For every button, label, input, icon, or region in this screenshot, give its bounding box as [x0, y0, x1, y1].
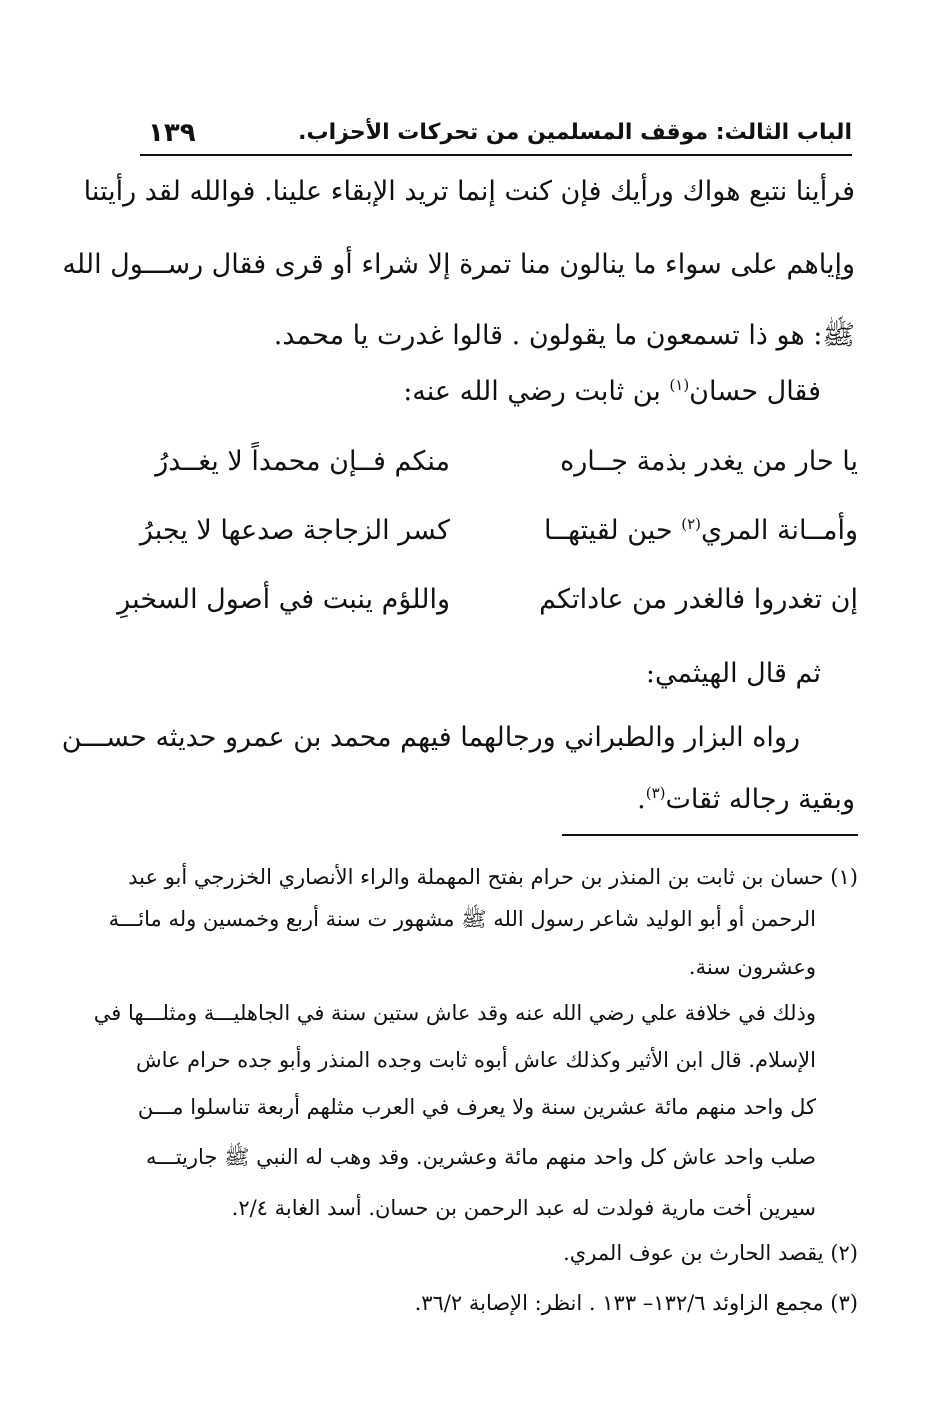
footnote-ref-3: (٣)	[645, 784, 666, 802]
narration-line-2	[140, 780, 855, 820]
narration-line-1: رواه البزار والطبراني ورجالهما فيهم محمد بن عمرو حديثه حســـن	[61, 722, 800, 753]
narration-end: .	[637, 784, 646, 815]
footnote-divider	[562, 834, 858, 836]
footnote-1-line-4: وذلك في خلافة علي رضي الله عنه وقد عاش ستين سنة في الجاهليـــة ومثلـــها في	[93, 1001, 816, 1025]
verse-1-second-half: منكم فــإن محمداً لا يغــدرُ	[155, 446, 450, 477]
verse-2-second-half: كسر الزجاجة صدعها لا يجبرُ	[139, 515, 450, 546]
footnote-1-line-1: (١) حسان بن ثابت بن المنذر بن حرام بفتح المهملة والراء الأنصاري الخزرجي أبو عبد	[128, 865, 858, 889]
chapter-title: الباب الثالث: موقف المسلمين من تحركات الأحزاب.	[298, 120, 852, 145]
footnote-1-line-5: الإسلام. قال ابن الأثير وكذلك عاش أبوه ثابت وجده المنذر وأبو جده حرام عاش	[135, 1048, 816, 1072]
footnote-1-line-8: سيرين أخت مارية فولدت له عبد الرحمن بن حسان. أسد الغابة ٢/٤.	[231, 1196, 816, 1220]
body-line-2: وإياهم على سواء ما ينالون منا تمرة إلا شراء أو قرى فقال رســـول الله	[62, 249, 855, 280]
verse-2-text: وأمــانة المري	[701, 515, 858, 546]
verse-3-first-half: إن تغدروا فالغدر من عاداتكم	[539, 584, 858, 615]
page-header	[140, 118, 852, 156]
poem-intro	[221, 372, 821, 412]
verse-3-second-half: واللؤم ينبت في أصول السخبرِ	[117, 584, 450, 615]
page-number: ١٣٩	[148, 118, 196, 148]
verse-1-first-half: يا حار من يغدر بذمة جــاره	[560, 446, 858, 477]
footnote-3: (٣) مجمع الزاوئد ١٣٢/٦– ١٣٣ . انظر: الإصابة ٣٦/٢.	[414, 1291, 858, 1315]
footnote-1-line-3: وعشرون سنة.	[688, 955, 816, 979]
poem-intro-text: فقال حسان	[689, 376, 821, 407]
footnote-ref-2: (٢)	[681, 515, 701, 533]
body-line-1: فرأينا نتبع هواك ورأيك فإن كنت إنما تريد الإبقاء علينا. فوالله لقد رأيتنا	[83, 176, 855, 207]
footnote-1-line-6: كل واحد منهم مائة عشرين سنة ولا يعرف في العرب مثلهم أربعة تناسلوا مـــن	[137, 1095, 816, 1119]
body-line-3: ﷺ: هو ذا تسمعون ما يقولون . قالوا غدرت يا محمد.	[273, 320, 855, 351]
narration-text: وبقية رجاله ثقات	[665, 784, 855, 815]
poem-intro-rest: بن ثابت رضي الله عنه:	[403, 376, 670, 407]
footnote-1-line-7: صلب واحد عاش كل واحد منهم مائة وعشرين. وقد وهب له النبي ﷺ جاريتـــه	[146, 1145, 816, 1169]
footnote-ref-1: (١)	[669, 376, 690, 394]
verse-2-first-half	[543, 511, 858, 551]
footnote-2: (٢) يقصد الحارث بن عوف المري.	[563, 1241, 858, 1265]
verse-2-rest: حين لقيتهــا	[543, 515, 682, 546]
footnote-1-line-2: الرحمن أو أبو الوليد شاعر رسول الله ﷺ مشهور ت سنة أربع وخمسين وله مائـــة	[108, 907, 816, 931]
haythami-said: ثم قال الهيثمي:	[645, 658, 821, 689]
